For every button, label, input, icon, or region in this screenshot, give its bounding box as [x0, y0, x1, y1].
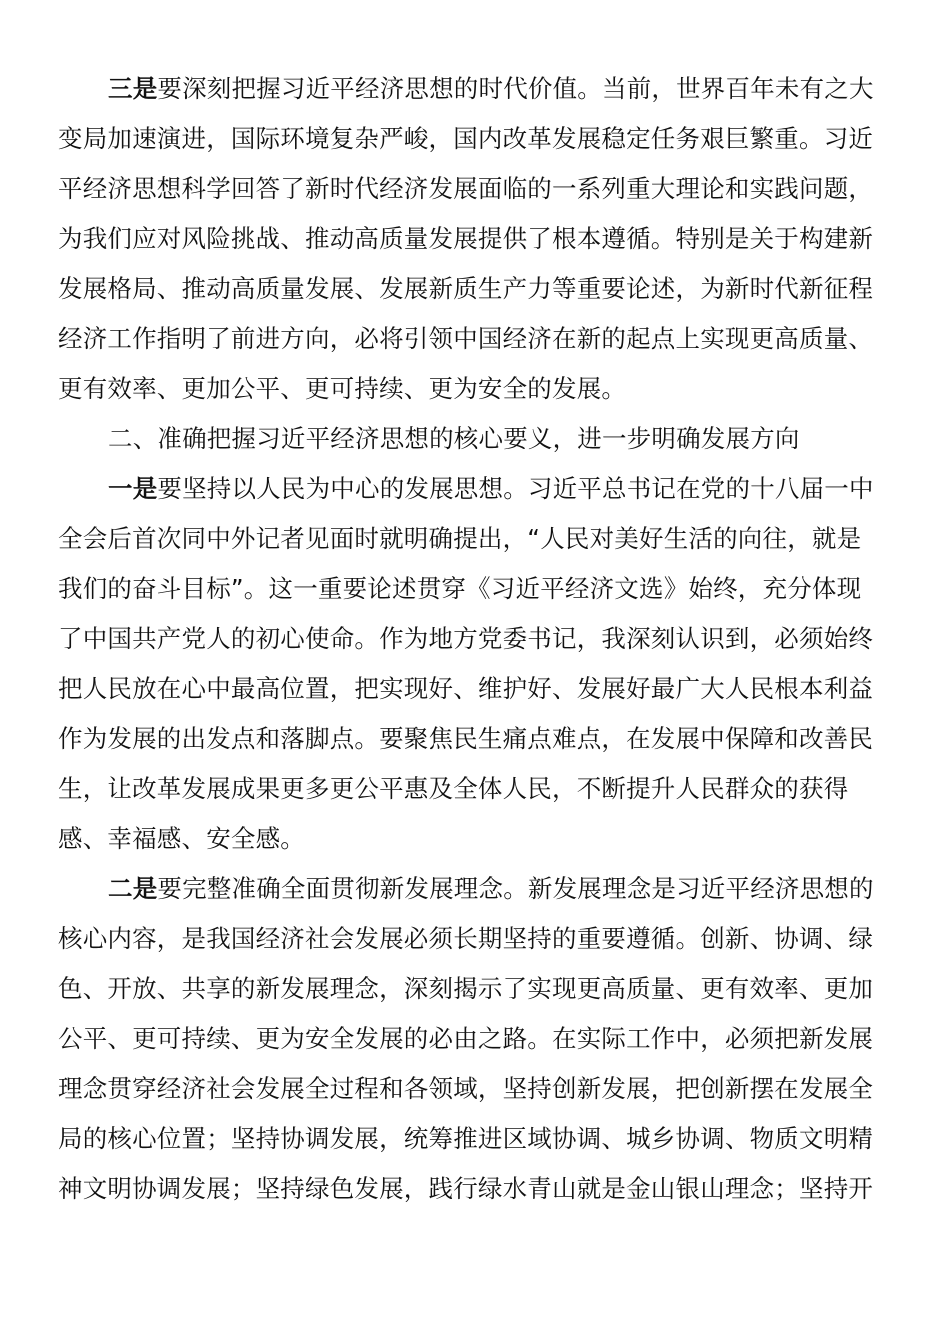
paragraph-lead-label: 三是	[108, 74, 158, 103]
paragraph-text: 要完整准确全面贯彻新发展理念。新发展理念是习近平经济思想的	[157, 874, 874, 903]
paragraph-1-line-3: 平经济思想科学回答了新时代经济发展面临的一系列重大理论和实践问题，	[58, 174, 874, 203]
paragraph-1-line-5: 发展格局、推动高质量发展、发展新质生产力等重要论述，为新时代新征程	[58, 274, 874, 303]
paragraph-lead-label: 二是	[108, 874, 158, 903]
paragraph-2-line-5: 把人民放在心中最高位置，把实现好、维护好、发展好最广大人民根本利益	[58, 674, 874, 703]
paragraph-2-line-4: 了中国共产党人的初心使命。作为地方党委书记，我深刻认识到，必须始终	[58, 624, 874, 653]
paragraph-1-line-4: 为我们应对风险挑战、推动高质量发展提供了根本遵循。特别是关于构建新	[58, 224, 874, 253]
paragraph-3-line-1	[108, 864, 878, 914]
paragraph-3-line-3: 色、开放、共享的新发展理念，深刻揭示了实现更高质量、更有效率、更加	[58, 974, 874, 1003]
paragraph-3-line-7: 神文明协调发展；坚持绿色发展，践行绿水青山就是金山银山理念；坚持开	[58, 1174, 874, 1203]
paragraph-1-line-2: 变局加速演进，国际环境复杂严峻，国内改革发展稳定任务艰巨繁重。习近	[58, 124, 874, 153]
paragraph-2-line-8: 感、幸福感、安全感。	[58, 824, 305, 853]
paragraph-3-line-2: 核心内容，是我国经济社会发展必须长期坚持的重要遵循。创新、协调、绿	[58, 924, 874, 953]
paragraph-lead-label: 一是	[108, 474, 158, 503]
paragraph-3-line-6: 局的核心位置；坚持协调发展，统筹推进区域协调、城乡协调、物质文明精	[58, 1124, 874, 1153]
paragraph-1-line-6: 经济工作指明了前进方向，必将引领中国经济在新的起点上实现更高质量、	[58, 324, 874, 353]
paragraph-3-line-5: 理念贯穿经济社会发展全过程和各领域，坚持创新发展，把创新摆在发展全	[58, 1074, 874, 1103]
paragraph-text: 要坚持以人民为中心的发展思想。习近平总书记在党的十八届一中	[157, 474, 874, 503]
paragraph-2-line-7: 生，让改革发展成果更多更公平惠及全体人民，不断提升人民群众的获得	[58, 774, 849, 803]
paragraph-1-line-1	[108, 64, 878, 114]
paragraph-2-line-1	[108, 464, 878, 514]
paragraph-2-line-2: 全会后首次同中外记者见面时就明确提出，“人民对美好生活的向往，就是	[58, 524, 862, 553]
paragraph-1-line-7: 更有效率、更加公平、更可持续、更为安全的发展。	[58, 374, 627, 403]
paragraph-2-line-6: 作为发展的出发点和落脚点。要聚焦民生痛点难点，在发展中保障和改善民	[58, 724, 874, 753]
section-heading: 二、准确把握习近平经济思想的核心要义，进一步明确发展方向	[108, 424, 800, 453]
paragraph-2-line-3: 我们的奋斗目标”。这一重要论述贯穿《习近平经济文选》始终，充分体现	[58, 574, 862, 603]
paragraph-3-line-4: 公平、更可持续、更为安全发展的必由之路。在实际工作中，必须把新发展	[58, 1024, 874, 1053]
paragraph-text: 要深刻把握习近平经济思想的时代价值。当前，世界百年未有之大	[157, 74, 874, 103]
